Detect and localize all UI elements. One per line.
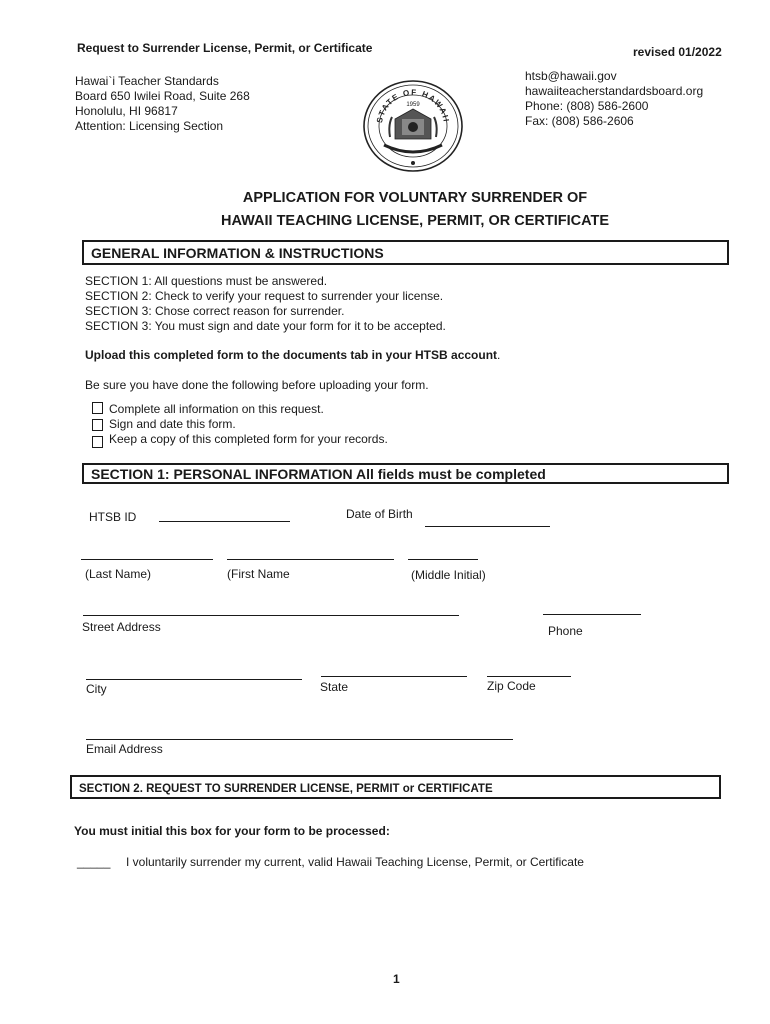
section1-heading [82,463,729,484]
contact-phone: Phone: (808) 586-2600 [525,99,649,113]
state-field[interactable] [321,676,467,677]
revision-date: revised 01/2022 [633,45,722,59]
zip-code-field[interactable] [487,676,571,677]
surrender-statement: I voluntarily surrender my current, valid Hawaii Teaching License, Permit, or Certificate [126,855,584,869]
last-name-field[interactable] [81,559,213,560]
phone-field[interactable] [543,614,641,615]
agency-contact [525,69,703,129]
upload-note [85,348,500,362]
instruction-item: SECTION 3: You must sign and date your form for it to be accepted. [85,319,446,333]
phone-label: Phone [548,624,583,638]
zip-code-label: Zip Code [487,679,536,693]
state-label: State [320,680,349,694]
instruction-item: SECTION 1: All questions must be answered. [85,274,328,288]
before-upload-note: Be sure you have done the following before uploading your form. [85,378,429,392]
email-address-label: Email Address [86,742,163,756]
checklist-item: Keep a copy of this completed form for your records. [109,432,388,446]
dob-label: Date of Birth [346,507,413,521]
state-seal-icon [362,79,464,173]
instructions-list [85,274,446,334]
initial-field[interactable]: _____ [77,855,111,869]
htsb-id-label: HTSB ID [89,510,137,524]
upload-note-text: Upload this completed form to the documents tab in your HTSB account [85,348,498,362]
contact-fax: Fax: (808) 586-2606 [525,114,634,128]
address-line: Hawai`i Teacher Standards [75,74,219,88]
city-field[interactable] [86,679,302,680]
checklist-item: Sign and date this form. [109,417,236,431]
street-address-label: Street Address [82,620,161,634]
address-line: Board 650 Iwilei Road, Suite 268 [75,89,250,103]
page-number: 1 [393,972,400,986]
upload-note-period: . [497,348,501,362]
instruction-item: SECTION 2: Check to verify your request to surrender your license. [85,289,444,303]
checklist-item: Complete all information on this request. [109,402,324,416]
general-info-heading [82,240,729,265]
application-title-line1: APPLICATION FOR VOLUNTARY SURRENDER OF [242,190,588,206]
dob-field[interactable] [425,526,550,527]
checklist-checkbox-sign[interactable] [92,419,103,431]
address-line: Honolulu, HI 96817 [75,104,178,118]
section1-heading-text: SECTION 1: PERSONAL INFORMATION All fields must be completed [91,466,546,482]
city-label: City [86,682,107,696]
checklist-checkbox-complete[interactable] [92,402,103,414]
instruction-item: SECTION 3: Chose correct reason for surrender. [85,304,345,318]
street-address-field[interactable] [83,615,459,616]
contact-email: htsb@hawaii.gov [525,69,617,83]
seal-year: 1959 [406,102,420,108]
application-title-line2: HAWAII TEACHING LICENSE, PERMIT, OR CERTIFICATE [220,213,610,229]
section2-heading-text: SECTION 2. REQUEST TO SURRENDER LICENSE, PERMIT or CERTIFICATE [79,783,493,795]
first-name-field[interactable] [227,559,394,560]
htsb-id-field[interactable] [159,521,290,522]
section2-heading [70,775,721,799]
first-name-label: (First Name [227,567,290,581]
initial-requirement-note: You must initial this box for your form to be processed: [74,824,390,838]
agency-address [75,74,250,134]
general-info-heading-text: GENERAL INFORMATION & INSTRUCTIONS [91,245,384,261]
last-name-label: (Last Name) [85,567,152,581]
middle-initial-field[interactable] [408,559,478,560]
email-address-field[interactable] [86,739,513,740]
address-line: Attention: Licensing Section [75,119,224,133]
seal-text: STATE OF HAWAII [375,87,451,124]
middle-initial-label: (Middle Initial) [411,568,486,582]
checklist-checkbox-copy[interactable] [92,436,103,448]
contact-website: hawaiiteacherstandardsboard.org [525,84,704,98]
form-header-title: Request to Surrender License, Permit, or Certificate [77,41,373,55]
